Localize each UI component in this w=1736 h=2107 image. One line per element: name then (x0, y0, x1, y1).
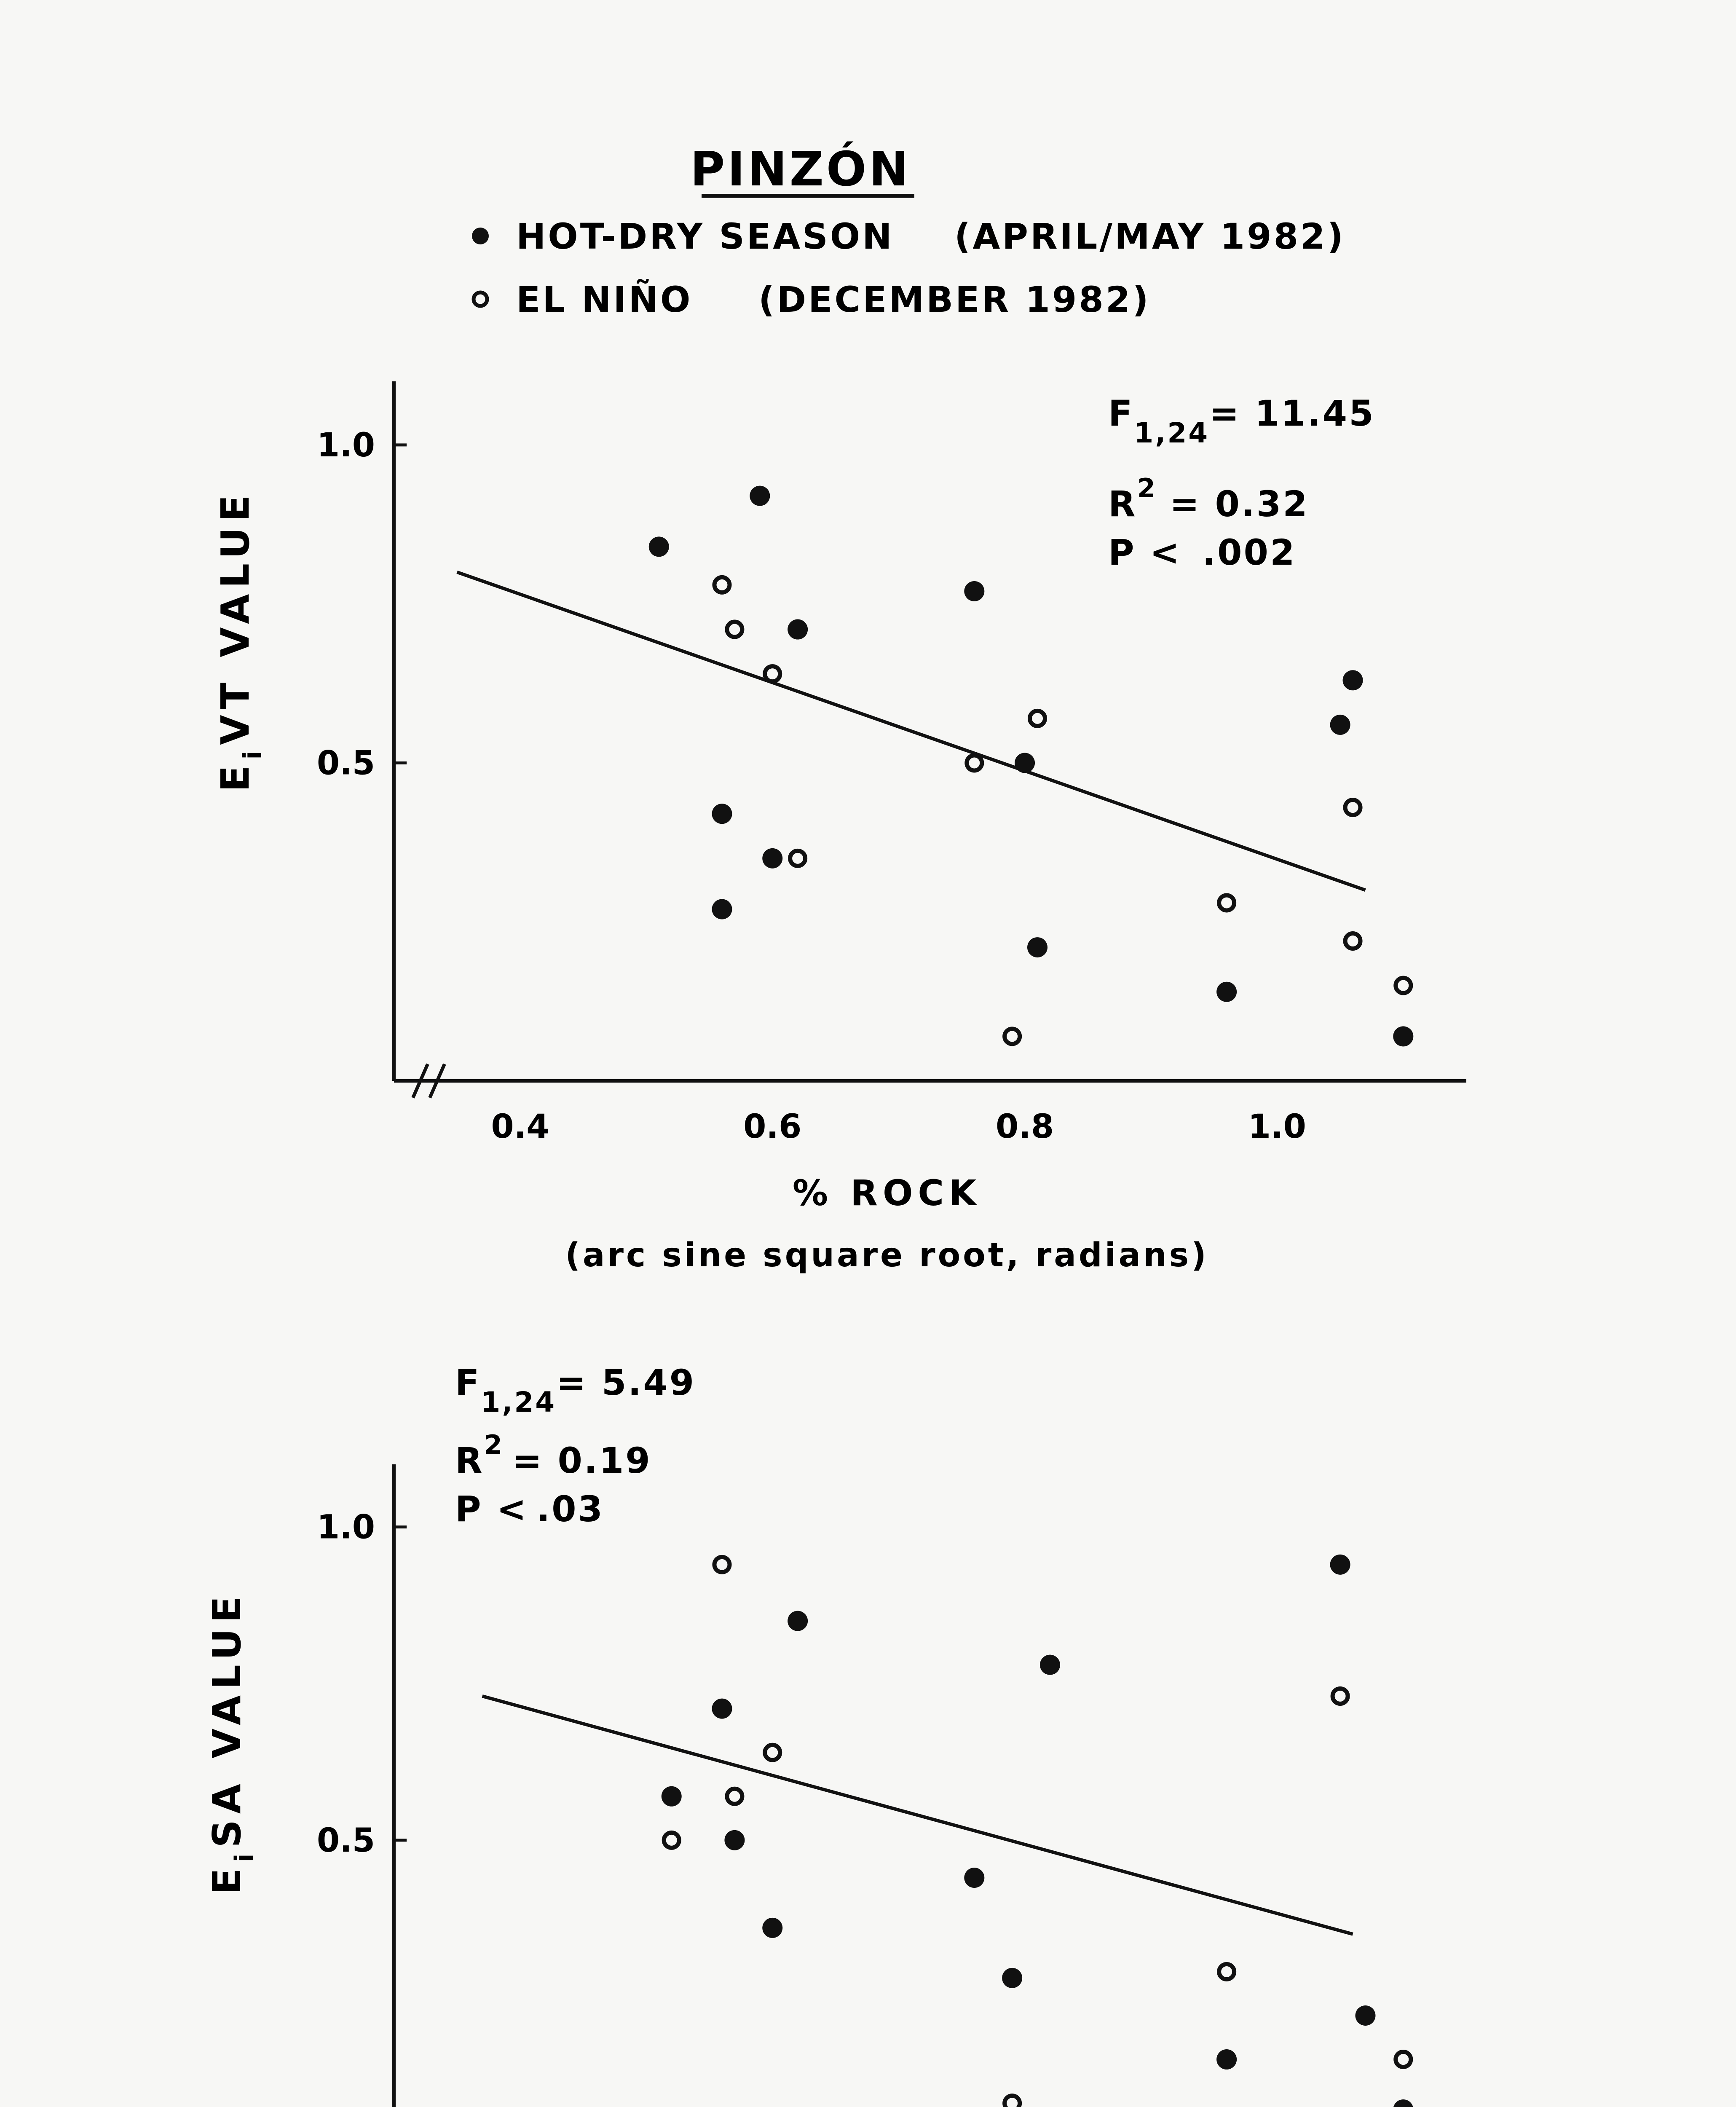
y-label-rest: SA VALUE (204, 1590, 249, 1848)
data-point-hot-dry (712, 1699, 732, 1719)
data-point-el-nino (967, 755, 982, 770)
legend-filled-marker (472, 228, 489, 244)
data-point-el-nino (727, 1789, 742, 1804)
stat-r2-main: R (1108, 483, 1137, 525)
data-point-hot-dry (724, 1830, 745, 1850)
y-label-sub: i (238, 745, 268, 760)
data-point-hot-dry (1002, 1968, 1022, 1988)
data-point-hot-dry (1330, 715, 1350, 735)
stat-r2-rest: = 0.19 (512, 1440, 652, 1481)
stat-f-rest: = 5.49 (556, 1362, 696, 1403)
y-tick-label: 1.0 (316, 426, 375, 464)
data-point-el-nino (727, 622, 742, 637)
stat-f-rest: = 11.45 (1209, 393, 1375, 434)
data-point-el-nino (1345, 933, 1361, 949)
data-point-el-nino (1345, 800, 1361, 815)
data-point-el-nino (765, 666, 780, 681)
data-point-el-nino (1396, 978, 1411, 993)
data-point-hot-dry (1216, 2049, 1237, 2069)
y-tick-label: 1.0 (316, 1508, 375, 1547)
data-point-hot-dry (762, 1918, 782, 1938)
stat-p (1108, 532, 1296, 573)
legend-period-hot-dry: (APRIL/MAY 1982) (954, 216, 1345, 257)
data-point-hot-dry (1216, 982, 1237, 1002)
data-point-hot-dry (712, 804, 732, 824)
y-label-rest: VT VALUE (213, 489, 258, 745)
y-label-main: E (204, 1862, 249, 1895)
stat-p-rest: .002 (1202, 532, 1297, 573)
y-label-sub: i (230, 1847, 259, 1863)
y-tick-label: 0.5 (316, 744, 375, 783)
data-point-el-nino (1005, 1029, 1020, 1044)
data-point-hot-dry (712, 899, 732, 919)
data-point-hot-dry (762, 848, 782, 869)
data-point-el-nino (765, 1745, 780, 1760)
data-point-hot-dry (1040, 1655, 1060, 1675)
legend-label-el-nino: EL NIÑO (516, 279, 693, 320)
data-point-hot-dry (1330, 1555, 1350, 1575)
data-point-el-nino (1333, 1689, 1348, 1704)
y-label-main: E (213, 759, 258, 792)
figure-title: PINZÓN (690, 142, 911, 197)
stat-f-main: F (455, 1362, 481, 1403)
data-point-el-nino (1396, 2052, 1411, 2067)
data-point-el-nino (664, 1833, 679, 1848)
data-point-hot-dry (1027, 937, 1047, 957)
stat-r2-main: R (455, 1440, 484, 1481)
legend-period-el-nino: (DECEMBER 1982) (758, 279, 1151, 320)
stat-f-sub: 1,24 (1134, 417, 1210, 449)
data-point-el-nino (1219, 895, 1234, 910)
stat-r2-sup: 2 (1137, 473, 1157, 504)
stat-p-rest: .03 (536, 1488, 605, 1530)
data-point-el-nino (1030, 711, 1045, 726)
x-tick-label: 0.4 (491, 1108, 549, 1146)
stat-r2-sup: 2 (484, 1429, 504, 1460)
x-tick-label: 0.6 (743, 1108, 802, 1146)
data-point-hot-dry (964, 581, 984, 601)
data-point-hot-dry (750, 486, 770, 506)
stat-p-main: P < (455, 1488, 528, 1530)
stat-p-main: P < (1108, 532, 1181, 573)
x-axis-note: (arc sine square root, radians) (565, 1236, 1209, 1274)
data-point-hot-dry (649, 536, 669, 557)
x-tick-label: 1.0 (1248, 1108, 1306, 1146)
data-point-el-nino (1219, 1964, 1234, 1979)
data-point-el-nino (1005, 2096, 1020, 2107)
data-point-hot-dry (1355, 2005, 1375, 2026)
x-tick-label: 0.8 (995, 1108, 1054, 1146)
legend-label-hot-dry: HOT-DRY SEASON (516, 216, 894, 257)
stat-r2-rest: = 0.32 (1169, 483, 1309, 525)
data-point-hot-dry (662, 1786, 682, 1807)
data-point-hot-dry (788, 1611, 808, 1631)
data-point-hot-dry (1343, 670, 1363, 690)
x-axis-label: % ROCK (792, 1172, 982, 1214)
stat-f-sub: 1,24 (481, 1386, 557, 1418)
data-point-el-nino (714, 577, 729, 592)
data-point-el-nino (790, 851, 805, 866)
data-point-el-nino (714, 1557, 729, 1572)
data-point-hot-dry (1393, 1026, 1413, 1046)
y-tick-label: 0.5 (316, 1821, 375, 1860)
stat-f-main: F (1108, 393, 1134, 434)
data-point-hot-dry (788, 619, 808, 640)
data-point-hot-dry (964, 1868, 984, 1888)
data-point-hot-dry (1015, 753, 1035, 773)
